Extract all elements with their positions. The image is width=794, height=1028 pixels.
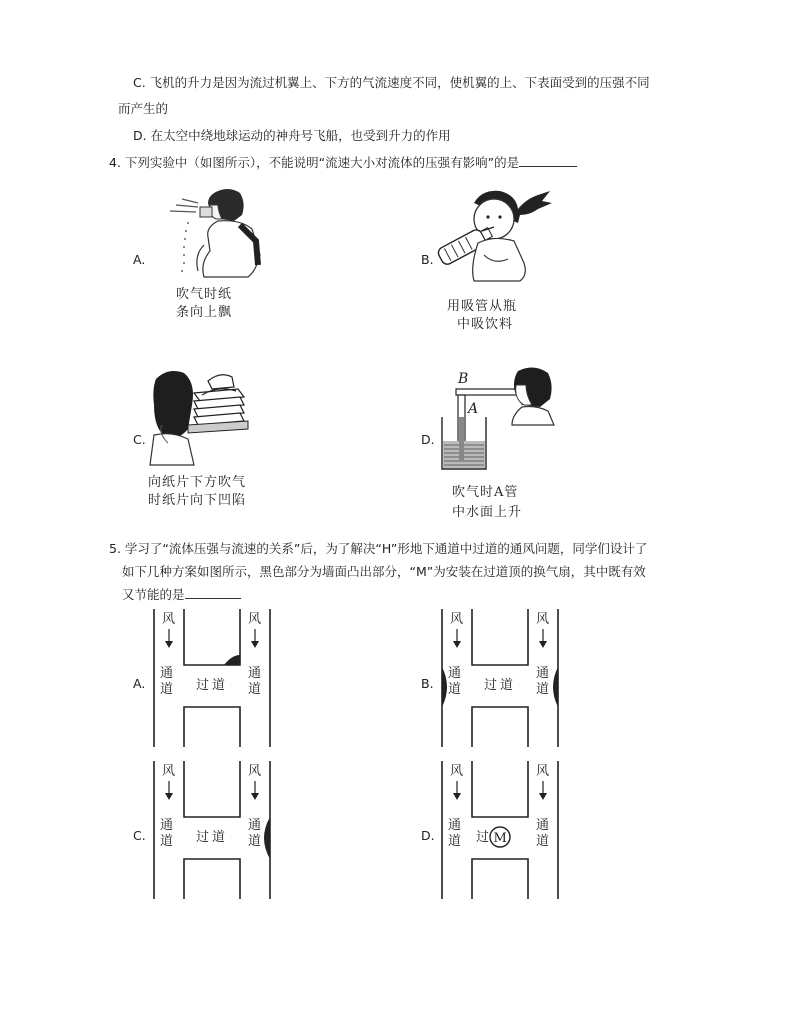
wind-label-right: 风: [536, 612, 550, 627]
left-tunnel-label-tong: 通: [448, 818, 462, 833]
wind-label-left: 风: [450, 764, 464, 779]
passage-top-wall: [472, 761, 528, 817]
wind-label-right: 风: [248, 612, 262, 627]
q5-option-c-label: C.: [133, 828, 146, 843]
q5-option-a-label: A.: [133, 676, 146, 691]
wall-protrusion-left: [442, 667, 447, 707]
right-tunnel-label-tong: 通: [248, 818, 262, 833]
wind-arrowhead-right: [251, 641, 259, 648]
q4-a-caption-line2: 条向上飘: [176, 305, 233, 320]
wind-arrowhead-right: [539, 793, 547, 800]
wind-arrowhead-left: [165, 641, 173, 648]
wall-protrusion-right: [264, 817, 270, 859]
passage-label-dao: 道: [212, 830, 226, 845]
passage-label-guo: 过: [196, 830, 210, 845]
wind-label-left: 风: [162, 612, 176, 627]
q4-a-caption-line1: 吹气时纸: [176, 287, 233, 302]
q5-stem-line3: [122, 586, 241, 604]
passage-label-guo: 过: [484, 678, 498, 693]
q5-a-h-tunnel-diagram: [150, 607, 275, 749]
q5-answer-blank: [185, 586, 241, 599]
passage-bottom-wall: [472, 859, 528, 899]
left-tunnel-label-tong: 通: [448, 666, 462, 681]
right-tunnel-label-dao: 道: [536, 682, 550, 697]
wall-protrusion-right: [553, 667, 558, 707]
wall-protrusion: [224, 655, 240, 665]
wind-label-right: 风: [536, 764, 550, 779]
passage-top-wall: [472, 609, 528, 665]
left-tunnel-label-dao: 道: [160, 682, 174, 697]
left-tunnel-label-dao: 道: [448, 834, 462, 849]
left-tunnel-label-tong: 通: [160, 818, 174, 833]
passage-top-wall: [184, 609, 240, 665]
wind-arrowhead-left: [453, 641, 461, 648]
q4-c-blowing-under-paper-figure: [148, 365, 250, 469]
q4-option-b-label: B.: [421, 252, 434, 267]
passage-label-dao: 道: [500, 678, 514, 693]
right-tunnel-label-dao: 道: [248, 834, 262, 849]
left-tunnel-label-dao: 道: [160, 834, 174, 849]
passage-top-wall: [184, 761, 240, 817]
q3-option-c-line2: 而产生的: [118, 101, 169, 116]
q4-c-caption-line1: 向纸片下方吹气: [148, 475, 247, 490]
q5-stem-line3-text: 又节能的是: [122, 587, 185, 602]
q5-b-h-tunnel-diagram: [438, 607, 563, 749]
q3-option-c-line1: C. 飞机的升力是因为流过机翼上、下方的气流速度不同，使机翼的上、下表面受到的压强不同: [133, 75, 650, 90]
q4-d-caption-line2: 中水面上升: [452, 505, 523, 520]
right-tunnel-label-tong: 通: [248, 666, 262, 681]
right-tunnel-label-dao: 道: [248, 682, 262, 697]
q5-option-d-label: D.: [421, 828, 435, 843]
q4-stem-text: 4. 下列实验中（如图所示），不能说明“流速大小对流体的压强有影响”的是: [109, 155, 520, 170]
q5-stem-line2: 如下几种方案如图所示，黑色部分为墙面凸出部分，“M”为安装在过道顶的换气扇，其中既有效: [122, 564, 646, 579]
q5-c-h-tunnel-diagram: [150, 759, 275, 901]
passage-label-guo: 过: [196, 678, 210, 693]
left-tunnel-label-tong: 通: [160, 666, 174, 681]
passage-bottom-wall: [184, 859, 240, 899]
passage-label-dao: 道: [212, 678, 226, 693]
q4-a-blowing-paper-figure: [148, 185, 266, 279]
q4-option-c-label: C.: [133, 432, 146, 447]
left-tunnel-label-dao: 道: [448, 682, 462, 697]
wind-arrowhead-left: [165, 793, 173, 800]
q4-option-a-label: A.: [133, 252, 146, 267]
wind-label-left: 风: [450, 612, 464, 627]
q5-stem-line1: 5. 学习了“流体压强与流速的关系”后，为了解决“H”形地下通道中过道的通风问题，同学们设计了: [109, 541, 648, 556]
q4-stem: [109, 154, 577, 172]
passage-bottom-wall: [184, 707, 240, 747]
q4-b-caption-line1: 用吸管从瓶: [447, 299, 518, 314]
exhaust-fan-label: M: [493, 831, 507, 846]
q4-answer-blank: [519, 154, 577, 167]
passage-label-guo: 过: [476, 830, 490, 845]
wind-label-left: 风: [162, 764, 176, 779]
wind-arrowhead-right: [251, 793, 259, 800]
q3-option-d: D. 在太空中绕地球运动的神舟号飞船，也受到升力的作用: [133, 128, 451, 143]
right-tunnel-label-tong: 通: [536, 666, 550, 681]
wind-label-right: 风: [248, 764, 262, 779]
q4-b-drinking-straw-figure: [434, 185, 556, 283]
wind-arrowhead-left: [453, 793, 461, 800]
q4-d-tube-a-tag: A: [468, 401, 479, 417]
right-tunnel-label-tong: 通: [536, 818, 550, 833]
right-tunnel-label-dao: 道: [536, 834, 550, 849]
q4-b-caption-line2: 中吸饮料: [457, 317, 514, 332]
q5-option-b-label: B.: [421, 676, 434, 691]
q4-d-caption-line1: [452, 484, 518, 502]
q4-d-tube-b-tag: B: [458, 371, 469, 387]
q4-d-beaker-tube-figure: [436, 365, 556, 477]
q4-option-d-label: D.: [421, 432, 435, 447]
q4-d-caption-line1-text: 吹气时A管: [452, 485, 519, 500]
wind-arrowhead-right: [539, 641, 547, 648]
passage-bottom-wall: [472, 707, 528, 747]
q5-d-h-tunnel-diagram: [438, 759, 563, 901]
q4-c-caption-line2: 时纸片向下凹陷: [148, 493, 247, 508]
